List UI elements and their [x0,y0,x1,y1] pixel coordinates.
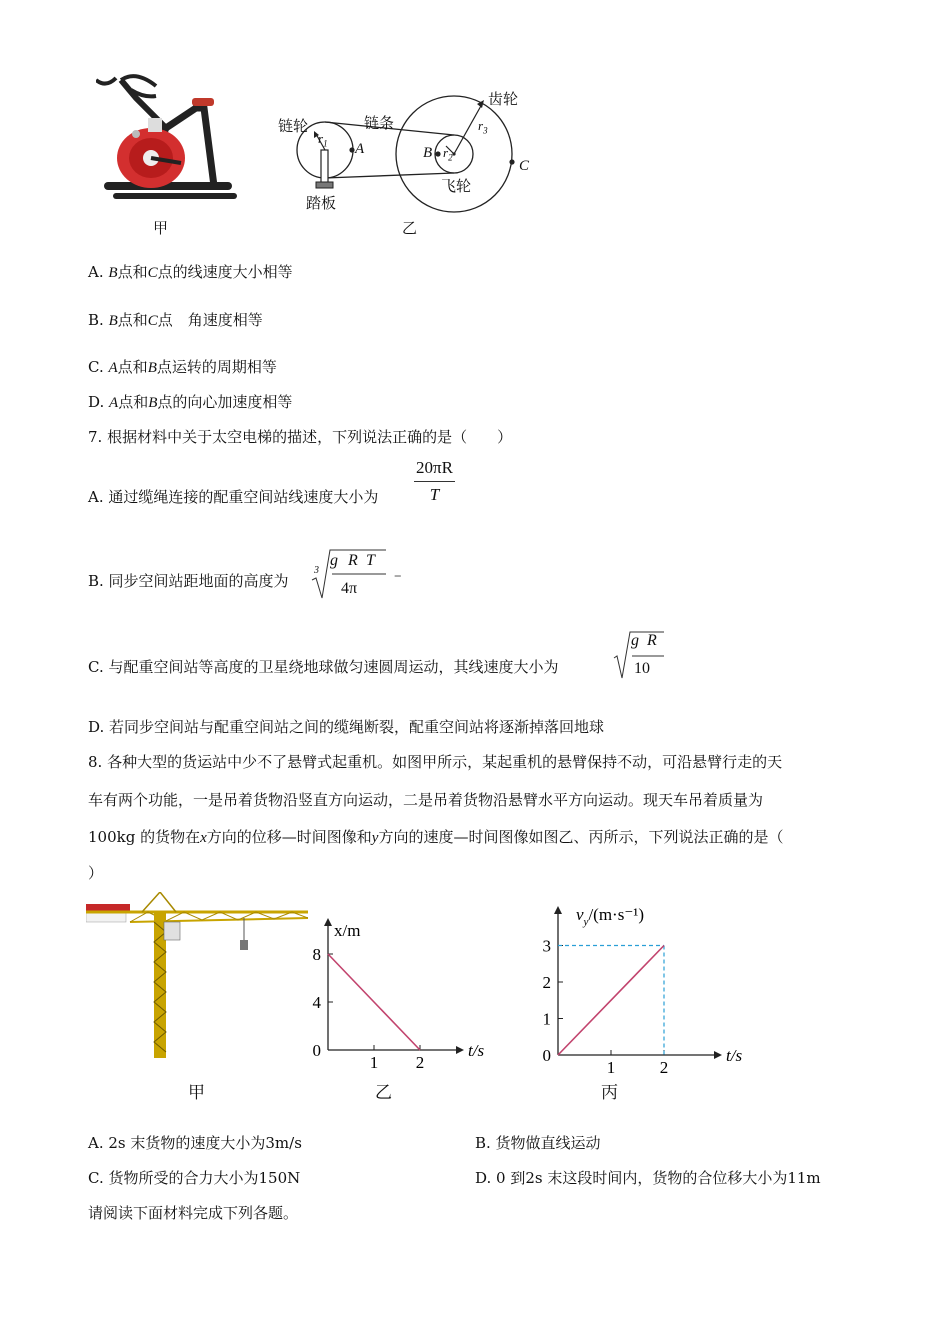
x-axis-label: t/s [468,1041,485,1060]
y-tick-label: 2 [542,973,551,992]
label-feilun: 飞轮 [441,177,472,195]
q8-stem-line2: 车有两个功能，一是吊着货物沿竖直方向运动，二是吊着货物沿悬臂水平方向运动。现天车吊着质量为 [88,791,764,809]
label-lianlun: 链轮 [278,117,309,135]
q7-option-a[interactable]: A. 通过缆绳连接的配重空间站线速度大小为 [88,488,379,506]
y-axis-label: $v_y/(m\cdot s^{-1})$ [576,905,645,928]
reading-instruction: 请阅读下面材料完成下列各题。 [88,1204,299,1222]
label-lianjiao: 链条 [364,114,395,132]
point-c-label: C [519,158,530,174]
point-b-label: B [423,145,433,161]
y-axis-label: x/m [334,921,361,940]
q7-option-c[interactable]: C. 与配重空间站等高度的卫星绕地球做匀速圆周运动，其线速度大小为 [88,658,559,676]
y-tick-label: 1 [542,1009,551,1029]
figure-label-chart-yi: 乙 [375,1083,392,1103]
r3-label: $r_3$ [478,118,488,136]
figure-label-chart-bing: 丙 [601,1083,618,1103]
q8-option-a[interactable]: A. 2s 末货物的速度大小为3m/s [88,1134,302,1152]
r2-label: $r_2$ [443,145,453,163]
x-tick-label: 2 [659,1058,669,1076]
option-prefix: A. [88,263,104,281]
y-tick-label: 3 [542,936,551,956]
q7-option-b[interactable]: B. 同步空间站距地面的高度为 [88,572,289,590]
q8-stem-line1: 8. 各种大型的货运站中少不了悬臂式起重机。如图甲所示，某起重机的悬臂保持不动，可沿悬臂行走的天 [88,753,783,771]
q8-option-d[interactable]: D. 0 到2s 末这段时间内，货物的合位移大小为11m [475,1169,821,1187]
crane-image [86,892,308,1060]
series-line [558,946,664,1056]
q6-option-a[interactable]: A. B点和C点的线速度大小相等 [88,263,293,281]
figure-label-crane-jia: 甲 [188,1083,205,1103]
x-axis-label: t/s [726,1046,743,1065]
q6-option-b[interactable]: B. B点和C点 角速度相等 [88,311,263,329]
q7-stem: 7. 根据材料中关于太空电梯的描述，下列说法正确的是（ ） [88,428,513,446]
series-line [328,954,420,1050]
q6-option-c[interactable]: C. A点和B点运转的周期相等 [88,358,277,376]
figure-label-jia: 甲 [153,219,169,237]
x-tick-label: 2 [415,1053,425,1072]
point-a-label: A [355,141,365,157]
y-axis-arrow [554,906,562,914]
q6-option-d[interactable]: D. A点和B点的向心加速度相等 [88,393,293,411]
q8-stem-line3: 100kg 的货物在x方向的位移—时间图像和y方向的速度—时间图像如图乙、丙所示，下列说法正确的是（ [88,828,784,846]
label-chilun: 齿轮 [488,90,519,108]
label-taban: 踏板 [306,194,337,212]
x-tick-label: 1 [606,1058,616,1076]
y-tick-label: 4 [312,993,321,1012]
x-axis-arrow [714,1051,722,1059]
exercise-bike-image [96,68,246,220]
q7-option-d[interactable]: D. 若同步空间站与配重空间站之间的缆绳断裂，配重空间站将逐渐掉落回地球 [88,718,605,736]
y-tick-label: 0 [312,1041,321,1060]
q8-option-c[interactable]: C. 货物所受的合力大小为150N [88,1169,301,1187]
y-tick-label: 8 [312,945,321,964]
r1-label: $r_1$ [318,131,328,149]
q8-stem-line4: ） [88,864,104,882]
q7-a-fraction: $\frac{20\pi R}{T}$ [416,458,453,504]
q8-option-b[interactable]: B. 货物做直线运动 [475,1134,601,1152]
x-axis-arrow [456,1046,464,1054]
figure-label-yi: 乙 [402,219,418,237]
y-tick-label: 0 [542,1046,551,1065]
chart-vy-t [536,900,756,1076]
x-tick-label: 1 [369,1053,379,1072]
chart-x-t [306,912,502,1072]
y-axis-arrow [324,918,332,926]
